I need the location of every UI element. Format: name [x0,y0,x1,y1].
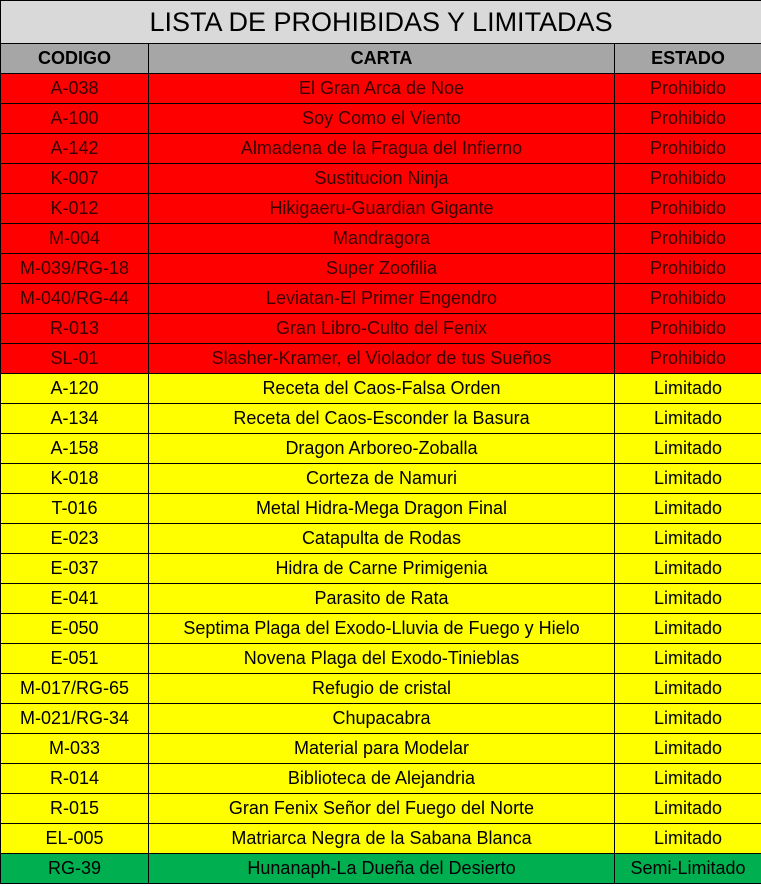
cell-codigo: A-120 [1,374,149,404]
cell-carta: Corteza de Namuri [149,464,615,494]
table-row [1,734,761,764]
cell-estado: Limitado [615,764,761,794]
cell-carta: Gran Fenix Señor del Fuego del Norte [149,794,615,824]
table-row [1,224,761,254]
table-row [1,284,761,314]
cell-codigo: E-037 [1,554,149,584]
table-row [1,764,761,794]
table-row [1,314,761,344]
cell-carta: Catapulta de Rodas [149,524,615,554]
cell-estado: Limitado [615,524,761,554]
cell-carta: Super Zoofilia [149,254,615,284]
cell-codigo: R-014 [1,764,149,794]
table-row [1,344,761,374]
cell-estado: Prohibido [615,224,761,254]
cell-carta: Soy Como el Viento [149,104,615,134]
cell-estado: Limitado [615,644,761,674]
cell-carta: Chupacabra [149,704,615,734]
cell-estado: Limitado [615,614,761,644]
cell-codigo: K-012 [1,194,149,224]
cell-estado: Prohibido [615,164,761,194]
table-row [1,134,761,164]
cell-estado: Limitado [615,794,761,824]
cell-codigo: M-040/RG-44 [1,284,149,314]
cell-codigo: R-013 [1,314,149,344]
cell-carta: Dragon Arboreo-Zoballa [149,434,615,464]
cell-carta: Matriarca Negra de la Sabana Blanca [149,824,615,854]
table-row [1,104,761,134]
table-row [1,554,761,584]
cell-estado: Prohibido [615,254,761,284]
column-header-codigo: CODIGO [1,44,149,74]
cell-estado: Limitado [615,464,761,494]
table-row [1,794,761,824]
cell-codigo: A-134 [1,404,149,434]
table-row [1,584,761,614]
cell-codigo: M-033 [1,734,149,764]
table-row [1,704,761,734]
table-row [1,824,761,854]
table-row [1,164,761,194]
cell-estado: Limitado [615,374,761,404]
table-title: LISTA DE PROHIBIDAS Y LIMITADAS [1,1,761,44]
column-header-estado: ESTADO [615,44,761,74]
table-row [1,524,761,554]
cell-codigo: M-017/RG-65 [1,674,149,704]
table-row [1,374,761,404]
cell-estado: Limitado [615,704,761,734]
cell-estado: Limitado [615,674,761,704]
cell-codigo: K-018 [1,464,149,494]
cell-codigo: E-050 [1,614,149,644]
cell-codigo: A-142 [1,134,149,164]
cell-codigo: A-038 [1,74,149,104]
table-row [1,854,761,884]
cell-codigo: A-158 [1,434,149,464]
cell-estado: Limitado [615,404,761,434]
cell-codigo: K-007 [1,164,149,194]
cell-carta: Metal Hidra-Mega Dragon Final [149,494,615,524]
cell-estado: Limitado [615,584,761,614]
cell-codigo: E-051 [1,644,149,674]
cell-estado: Limitado [615,434,761,464]
cell-estado: Prohibido [615,74,761,104]
cell-estado: Limitado [615,494,761,524]
cell-carta: Leviatan-El Primer Engendro [149,284,615,314]
cell-codigo: R-015 [1,794,149,824]
cell-estado: Prohibido [615,284,761,314]
cell-carta: Hunanaph-La Dueña del Desierto [149,854,615,884]
table-row [1,434,761,464]
cell-estado: Prohibido [615,344,761,374]
cell-estado: Semi-Limitado [615,854,761,884]
cell-estado: Prohibido [615,134,761,164]
cell-codigo: RG-39 [1,854,149,884]
cell-carta: Receta del Caos-Falsa Orden [149,374,615,404]
cell-carta: Parasito de Rata [149,584,615,614]
cell-codigo: A-100 [1,104,149,134]
cell-carta: Gran Libro-Culto del Fenix [149,314,615,344]
table-row [1,494,761,524]
cell-carta: Mandragora [149,224,615,254]
cell-estado: Limitado [615,824,761,854]
cell-estado: Prohibido [615,314,761,344]
cell-carta: Sustitucion Ninja [149,164,615,194]
cell-estado: Prohibido [615,104,761,134]
cell-carta: Refugio de cristal [149,674,615,704]
table-row [1,404,761,434]
cell-codigo: M-004 [1,224,149,254]
header-row [1,44,761,74]
column-header-carta: CARTA [149,44,615,74]
table-row [1,614,761,644]
cell-codigo: E-023 [1,524,149,554]
table-row [1,254,761,284]
table-row [1,194,761,224]
table-row [1,674,761,704]
cell-carta: Hikigaeru-Guardian Gigante [149,194,615,224]
cell-codigo: SL-01 [1,344,149,374]
cell-codigo: M-039/RG-18 [1,254,149,284]
cell-estado: Prohibido [615,194,761,224]
cell-carta: Almadena de la Fragua del Infierno [149,134,615,164]
table-body [1,74,761,884]
cell-carta: Biblioteca de Alejandria [149,764,615,794]
cell-carta: Septima Plaga del Exodo-Lluvia de Fuego y Hielo [149,614,615,644]
cell-carta: Novena Plaga del Exodo-Tinieblas [149,644,615,674]
cell-codigo: EL-005 [1,824,149,854]
cell-estado: Limitado [615,734,761,764]
table-row [1,644,761,674]
cell-carta: Material para Modelar [149,734,615,764]
cell-carta: El Gran Arca de Noe [149,74,615,104]
table-row [1,74,761,104]
table-row [1,464,761,494]
cell-codigo: T-016 [1,494,149,524]
cell-codigo: E-041 [1,584,149,614]
cell-carta: Receta del Caos-Esconder la Basura [149,404,615,434]
title-row [1,1,761,44]
cell-estado: Limitado [615,554,761,584]
cell-carta: Slasher-Kramer, el Violador de tus Sueños [149,344,615,374]
cell-carta: Hidra de Carne Primigenia [149,554,615,584]
cell-codigo: M-021/RG-34 [1,704,149,734]
